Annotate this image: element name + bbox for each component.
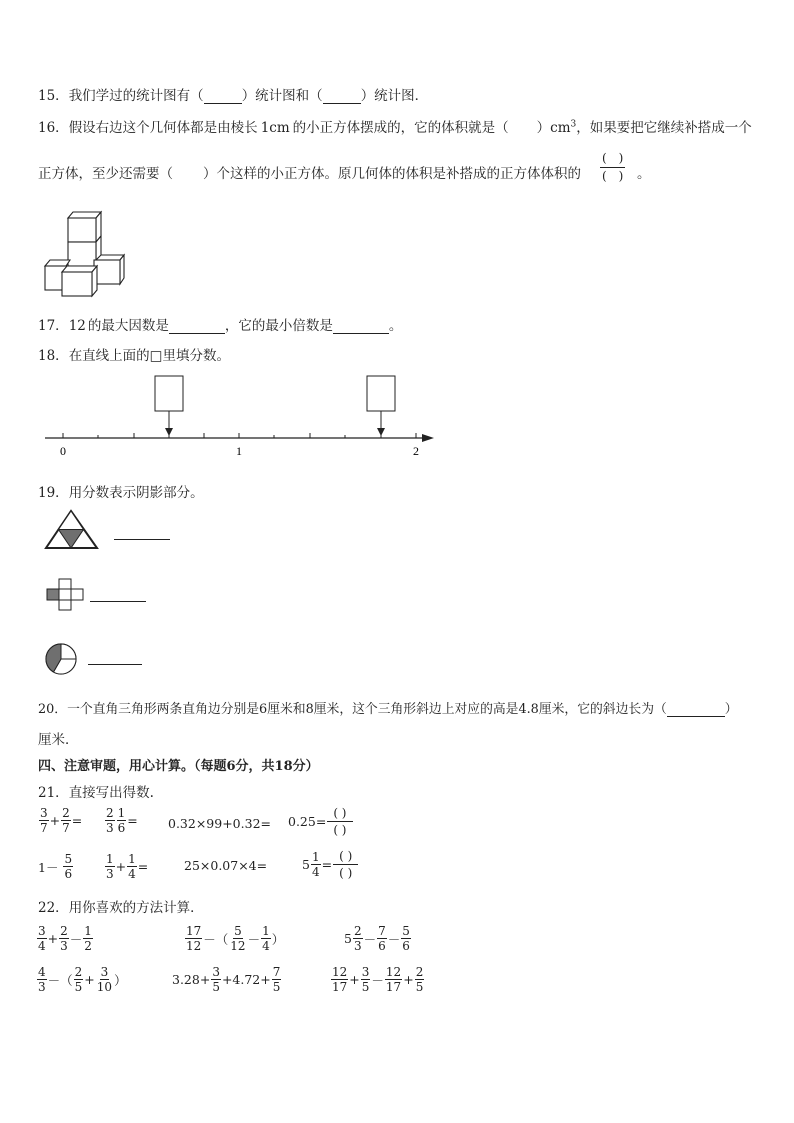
shaded-triangle-figure — [44, 508, 102, 552]
q17-text-d: 。 — [388, 318, 403, 334]
fraction: $\frac{2}{3}$ — [106, 806, 114, 835]
q15-text-3: ）统计图． — [360, 88, 429, 104]
q17-text-b: 的最大因数是 — [87, 318, 169, 334]
q20-line-1 — [38, 698, 738, 717]
q22 — [38, 896, 204, 916]
fraction: $\frac{5}{6}$ — [64, 852, 73, 881]
fraction: $\frac{1}{6}$ — [117, 806, 126, 835]
q19-blank-1[interactable] — [114, 539, 170, 540]
q21-item-1: $\frac{3}{7}$ + $\frac{2}{7}$ = — [40, 806, 83, 835]
q21-item-2: $\frac{2}{3}$ $\frac{1}{6}$ = — [106, 806, 138, 835]
q19 — [38, 481, 204, 501]
q16-text-g: ）个这样的小正方体。原几何体的体积是补搭成的正方体体积的 — [203, 166, 581, 182]
q15-number: 15． — [38, 88, 69, 104]
q16-text-a: 假设右边这个几何体都是由棱长 — [68, 120, 258, 136]
q17-text-c: ，它的最小倍数是 — [224, 318, 333, 334]
tick-label-0: 0 — [60, 444, 66, 458]
q22-expr-3: 5 $\frac{2}{3}$ － $\frac{7}{6}$ － $\frac{5}{6}$ — [344, 924, 410, 953]
q22-expr-6: $\frac{12}{17}$ + $\frac{3}{5}$ － $\frac{12}{17}$ + $\frac{2}{5}$ — [332, 965, 424, 994]
q16-line-1 — [38, 116, 752, 136]
shaded-cross-figure — [44, 578, 88, 612]
cube-solid-figure — [42, 210, 126, 300]
q21-text: 直接写出得数. — [68, 785, 154, 801]
q22-number: 22． — [38, 900, 69, 916]
fraction: $\frac{1}{3}$ — [106, 852, 114, 881]
q15-text-2: ）统计图和（ — [241, 88, 323, 104]
q21-item-4: 0.25= $\frac{( )}{( )}$ — [288, 805, 354, 838]
tick-label-1: 1 — [236, 444, 242, 458]
answer-box-1[interactable] — [155, 376, 183, 411]
q21 — [38, 781, 154, 801]
q21-item-5: 1－ $\frac{5}{6}$ — [38, 852, 73, 881]
q18-number: 18． — [38, 348, 69, 364]
q15-text-1: 我们学过的统计图有（ — [68, 88, 204, 104]
q17-blank-2[interactable] — [333, 333, 389, 334]
number-line — [40, 370, 440, 462]
q19-blank-2[interactable] — [90, 601, 146, 602]
q17-value: 12 — [68, 318, 86, 334]
answer-box-2[interactable] — [367, 376, 395, 411]
q15-blank-1[interactable] — [204, 103, 242, 104]
q18 — [38, 344, 230, 364]
arrow-right-icon — [422, 434, 434, 442]
q16-line-2 — [38, 162, 581, 182]
q16-period: 。 — [637, 166, 651, 182]
q19-text: 用分数表示阴影部分。 — [68, 485, 204, 501]
q20-number: 20． — [38, 702, 68, 717]
q22-expr-4: $\frac{4}{3}$ －（ $\frac{2}{5}$ + $\frac{3}{10}$ ） — [38, 965, 127, 994]
q16-fraction-answer[interactable] — [600, 150, 625, 185]
q15 — [38, 84, 428, 104]
q16-text-d: ）cm — [536, 120, 571, 136]
fraction: $\frac{1}{4}$ — [128, 852, 136, 881]
q21-item-3: 0.32×99+0.32= — [168, 816, 271, 831]
q20-text: 一个直角三角形两条直角边分别是6厘米和8厘米，这个三角形斜边上对应的高是4.8厘米，它的斜边长为（ — [67, 702, 667, 717]
answer-fraction[interactable]: $\frac{( )}{( )}$ — [333, 848, 358, 881]
q20-close-paren: ） — [724, 702, 738, 717]
q22-expr-1: $\frac{3}{4}$ + $\frac{2}{3}$ － $\frac{1}{2}$ — [38, 924, 92, 953]
q16-unit: 1cm — [260, 120, 290, 136]
answer-fraction[interactable]: $\frac{( )}{( )}$ — [327, 805, 352, 838]
q17 — [38, 314, 402, 334]
q22-expr-5: 3.28+ $\frac{3}{5}$ +4.72+ $\frac{7}{5}$ — [172, 965, 281, 994]
fraction: $\frac{3}{7}$ — [40, 806, 48, 835]
q16-text-e: ，如果要把它继续补搭成一个 — [576, 120, 752, 136]
q17-number: 17． — [38, 318, 69, 334]
q21-number: 21． — [38, 785, 69, 801]
q21-item-6: $\frac{1}{3}$ + $\frac{1}{4}$ = — [106, 852, 149, 881]
tick-label-2: 2 — [413, 444, 419, 458]
q22-text: 用你喜欢的方法计算． — [68, 900, 204, 916]
section-4-title: 四、注意审题，用心计算。（每题6分，共18分） — [38, 759, 319, 774]
q21-item-8: 5 $\frac{1}{4}$ = $\frac{( )}{( )}$ — [302, 848, 359, 881]
q19-number: 19． — [38, 485, 69, 501]
q18-text: 在直线上面的□里填分数。 — [68, 348, 230, 364]
q16-numerator-paren: ( ) — [600, 150, 625, 168]
fraction: $\frac{2}{7}$ — [62, 806, 70, 835]
fraction: $\frac{1}{4}$ — [311, 850, 320, 879]
q15-blank-2[interactable] — [323, 103, 361, 104]
q21-item-7: 25×0.07×4= — [184, 858, 268, 873]
q22-expr-2: $\frac{17}{12}$ －（ $\frac{5}{12}$ － $\frac{1}{4}$ ） — [186, 924, 285, 953]
shaded-circle-figure — [40, 642, 84, 676]
q16-text-f: 正方体，至少还需要（ — [38, 166, 173, 182]
q17-blank-1[interactable] — [169, 333, 225, 334]
q16-text-c: 的小正方体摆成的，它的体积就是（ — [292, 120, 509, 136]
q16-denominator-paren: ( ) — [602, 169, 624, 183]
arrow-down-icon — [165, 428, 173, 436]
q20-blank[interactable] — [667, 716, 725, 717]
q19-blank-3[interactable] — [88, 664, 142, 665]
q16-cube-sup: 3 — [570, 119, 577, 130]
q16-number: 16． — [38, 120, 69, 136]
q20-unit-line: 厘米． — [38, 732, 79, 748]
